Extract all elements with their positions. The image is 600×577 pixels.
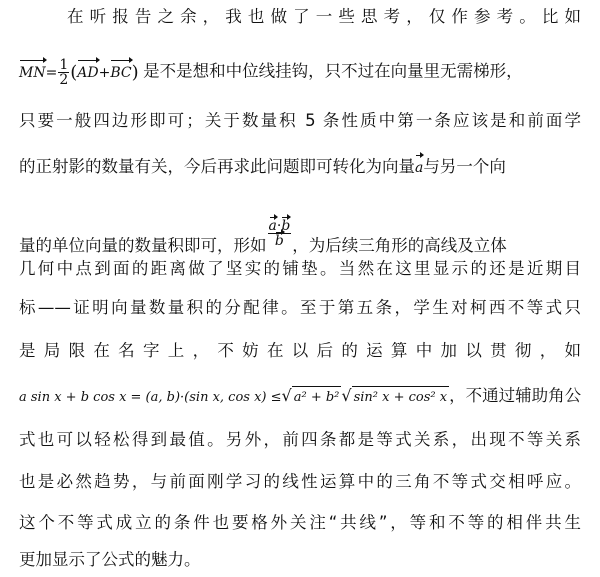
projection-denominator: [268, 234, 292, 248]
paragraph-line-2: [19, 58, 581, 87]
paragraph-line-1: 在听报告之余，我也做了一些思考，仅作参考。比如: [67, 7, 581, 26]
paragraph-line-13: 更加显示了公式的魅力。: [19, 550, 201, 569]
vector-a: a: [415, 157, 423, 179]
fraction-half: [58, 58, 69, 87]
vector-b-numerator: b: [281, 218, 291, 234]
paragraph-line-8: 是局限在名字上，不妨在以后的运算中加以贯彻，如: [19, 341, 581, 360]
vector-bc: BC: [110, 62, 131, 84]
paragraph-line-10: 式也可以轻松得到最值。另外，前四条都是等式关系，出现不等关系: [19, 430, 581, 449]
paragraph-line-5-a: 量的单位向量的数量积即可，形如: [19, 236, 267, 255]
cauchy-lhs: a sin x + b cos x = (a, b)·(sin x, cos x) ≤: [19, 390, 282, 405]
paragraph-line-6: 几何中点到面的距离做了坚实的铺垫。当然在这里显示的还是近期目: [19, 259, 581, 278]
paragraph-line-11: 也是必然趋势，与前面刚学习的线性运算中的三角不等式交相呼应。: [19, 472, 581, 491]
dot-operator: ·: [276, 218, 282, 234]
paragraph-line-3: 只要一般四边形即可；关于数量积 5 条性质中第一条应该是和前面学: [19, 111, 581, 130]
radical-sign-2: √: [341, 386, 352, 405]
fraction-numerator: 1: [59, 57, 69, 73]
fraction-denominator: 2: [59, 72, 69, 88]
paragraph-line-7: 标——证明向量数量积的分配律。至于第五条，学生对柯西不等式只: [19, 298, 581, 317]
vector-b-denominator: b: [274, 233, 284, 249]
vector-a-numerator: a: [268, 218, 277, 234]
paragraph-line-4-b: 与另一个向: [423, 157, 506, 176]
equals-sign: =: [45, 64, 58, 81]
paragraph-line-5-b: ，为后续三角形的高线及立体: [292, 236, 507, 255]
paragraph-line-9: [19, 385, 581, 409]
paragraph-line-9-b: ，不通过辅助角公: [449, 386, 582, 405]
formula-mn-midline: [19, 57, 143, 88]
plus-sign: +: [98, 64, 111, 81]
vector-mn: MN: [19, 62, 46, 84]
paren-close: ): [131, 61, 139, 83]
paragraph-line-4: [19, 156, 581, 179]
radicand-2: sin² x + cos² x: [352, 386, 450, 409]
paragraph-line-4-a: 的正射影的数量有关，今后再求此问题即可转化为向量: [19, 157, 415, 176]
paragraph-line-2-text: 是不是想和中位线挂钩，只不过在向量里无需梯形，: [143, 61, 523, 81]
vector-ad: AD: [77, 62, 98, 84]
projection-fraction: [268, 219, 292, 248]
paragraph-line-12: 这个不等式成立的条件也要格外关注“共线”，等和不等的相伴共生: [19, 513, 581, 532]
paren-open: (: [70, 61, 78, 83]
radical-sign-1: √: [281, 386, 292, 405]
formula-cauchy-schwarz: [19, 386, 449, 405]
radicand-1: a² + b²: [292, 386, 342, 409]
paragraph-line-5: [19, 219, 581, 257]
